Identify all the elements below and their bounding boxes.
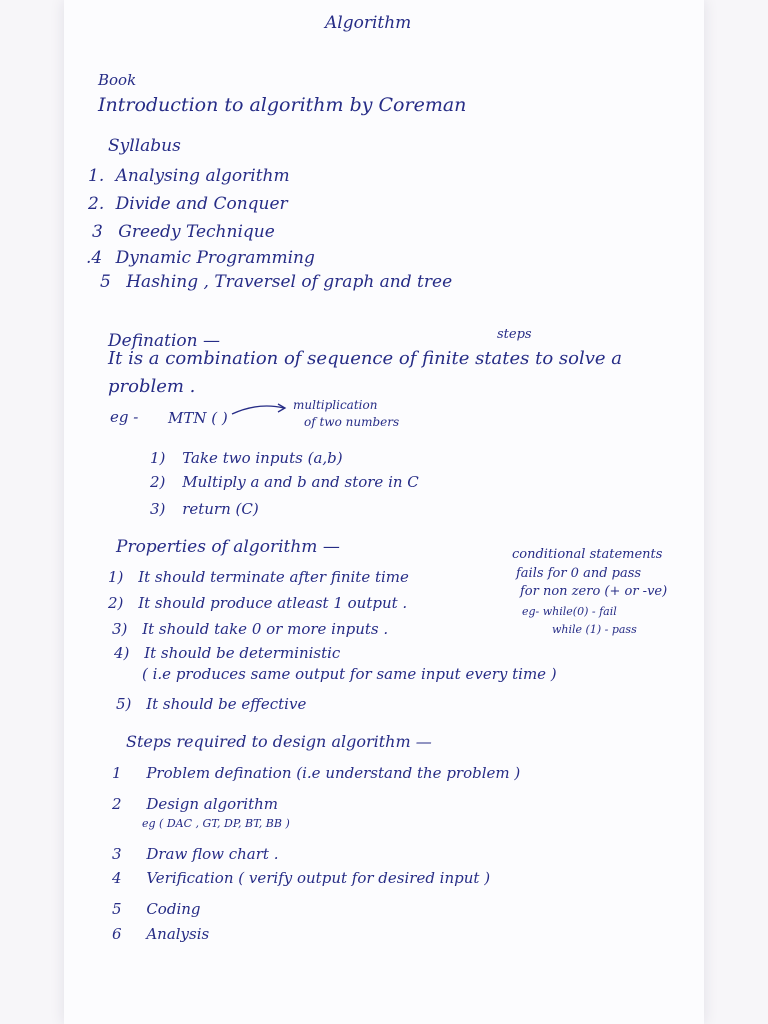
- design-step-3: [112, 847, 278, 862]
- list-number: 1: [112, 764, 122, 782]
- book-title: Introduction to algorithm by Coreman: [98, 94, 467, 116]
- side-note-line-1: conditional statements: [512, 547, 663, 562]
- list-text: It should take 0 or more inputs .: [142, 620, 389, 638]
- property-item-4-note: ( i.e produces same output for same input every time ): [142, 665, 557, 683]
- example-function: MTN ( ): [168, 409, 228, 427]
- list-number: 5): [116, 695, 132, 713]
- property-item-1: [108, 570, 409, 585]
- list-text: It should terminate after finite time: [138, 568, 409, 586]
- list-text: Greedy Technique: [118, 222, 275, 242]
- property-item-4: [114, 646, 340, 661]
- list-text: Draw flow chart .: [146, 845, 279, 863]
- page-title: Algorithm: [325, 13, 412, 33]
- syllabus-item-1: [88, 168, 290, 185]
- list-number: 1): [150, 449, 166, 467]
- list-number: 3): [112, 620, 128, 638]
- list-text: Analysis: [146, 925, 210, 943]
- design-step-2-eg: eg ( DAC , GT, DP, BT, BB ): [142, 817, 290, 830]
- properties-heading: Properties of algorithm —: [116, 537, 340, 557]
- property-item-5: [116, 697, 306, 712]
- list-number: 4: [112, 869, 122, 887]
- list-number: 6: [112, 925, 122, 943]
- list-text: It should produce atleast 1 output .: [138, 594, 408, 612]
- design-step-1: [112, 766, 520, 781]
- definition-line-1: It is a combination of sequence of finite states to solve a: [108, 348, 623, 369]
- list-number: 2): [150, 473, 166, 491]
- list-text: Hashing , Traversel of graph and tree: [126, 272, 453, 292]
- list-number: 3: [92, 222, 103, 242]
- list-text: Analysing algorithm: [115, 166, 290, 186]
- definition-insert-word: steps: [497, 327, 532, 342]
- list-number: 1): [108, 568, 124, 586]
- list-number: 4): [114, 644, 130, 662]
- syllabus-item-3: [92, 224, 275, 241]
- arrow-icon: [230, 400, 290, 420]
- design-step-5: [112, 902, 201, 917]
- list-text: Problem defination (i.e understand the problem ): [146, 764, 521, 782]
- list-text: Coding: [146, 900, 201, 918]
- side-note-line-3: for non zero (+ or -ve): [520, 584, 668, 599]
- property-item-2: [108, 596, 407, 611]
- list-number: 5: [112, 900, 122, 918]
- example-label: eg -: [110, 408, 139, 426]
- property-item-3: [112, 622, 388, 637]
- example-step-2: [150, 475, 419, 490]
- list-number: .4: [86, 248, 103, 268]
- list-text: Divide and Conquer: [115, 194, 288, 214]
- list-number: 3): [150, 500, 166, 518]
- syllabus-item-4: [86, 250, 315, 267]
- syllabus-heading: Syllabus: [108, 136, 181, 156]
- side-note-line-2: fails for 0 and pass: [516, 566, 642, 581]
- syllabus-item-2: [88, 196, 288, 213]
- list-text: return (C): [182, 500, 259, 518]
- list-text: Verification ( verify output for desired input ): [146, 869, 491, 887]
- example-note-2: of two numbers: [304, 415, 400, 429]
- list-text: Design algorithm: [146, 795, 279, 813]
- syllabus-item-5: [100, 274, 452, 291]
- list-number: 5: [100, 272, 111, 292]
- example-step-3: [150, 502, 259, 517]
- book-label: Book: [98, 71, 137, 89]
- design-step-4: [112, 871, 490, 886]
- list-text: Dynamic Programming: [115, 248, 315, 268]
- design-step-6: [112, 927, 209, 942]
- list-number: 1.: [88, 166, 105, 186]
- list-number: 2.: [88, 194, 105, 214]
- list-number: 2): [108, 594, 124, 612]
- example-note-1: multiplication: [293, 398, 378, 412]
- list-number: 2: [112, 795, 122, 813]
- list-text: It should be deterministic: [144, 644, 341, 662]
- definition-line-2: problem .: [108, 376, 196, 397]
- side-note-line-4: eg- while(0) - fail: [522, 605, 617, 618]
- list-text: Multiply a and b and store in C: [182, 473, 419, 491]
- design-step-2: [112, 797, 278, 812]
- example-step-1: [150, 451, 343, 466]
- list-number: 3: [112, 845, 122, 863]
- definition-heading: Defination —: [108, 331, 220, 351]
- list-text: It should be effective: [146, 695, 307, 713]
- side-note-line-5: while (1) - pass: [552, 623, 637, 636]
- design-steps-heading: Steps required to design algorithm —: [126, 732, 432, 751]
- list-text: Take two inputs (a,b): [182, 449, 343, 467]
